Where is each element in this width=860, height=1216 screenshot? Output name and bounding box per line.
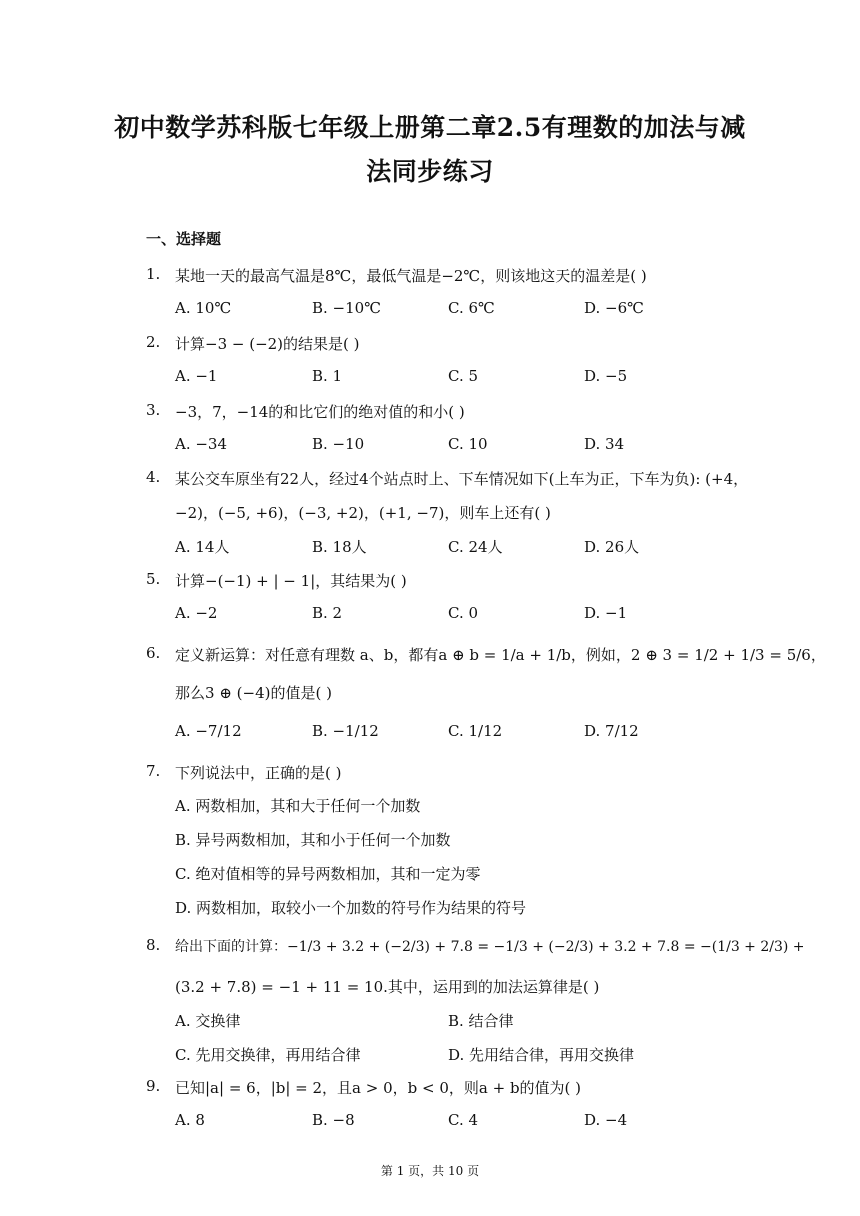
option-d: D. 7/12 bbox=[584, 722, 639, 740]
question-number: 5. bbox=[146, 570, 161, 588]
question-stem: −3，7，−14的和比它们的绝对值的和小( ) bbox=[175, 403, 465, 421]
option-b: B. −10 bbox=[312, 435, 365, 453]
question-stem: 定义新运算：对任意有理数 a、b，都有a ⊕ b = 1/a + 1/b，例如，2 ⊕ 3 = 1/2 + 1/3 = 5/6， bbox=[175, 646, 826, 664]
question-stem: 给出下面的计算：−1/3 + 3.2 + (−2/3) + 7.8 = −1/3 + (−2/3) + 3.2 + 7.8 = −(1/3 + 2/3) + bbox=[175, 939, 805, 955]
option-d: D. 先用结合律，再用交换律 bbox=[448, 1046, 635, 1064]
option-d: D. 两数相加，取较小一个加数的符号作为结果的符号 bbox=[175, 899, 527, 917]
option-b: B. 结合律 bbox=[448, 1012, 514, 1030]
question-number: 8. bbox=[146, 936, 161, 954]
question-number: 7. bbox=[146, 762, 161, 780]
question-number: 6. bbox=[146, 644, 161, 662]
option-d: D. −4 bbox=[584, 1111, 628, 1129]
question-stem-continued: (3.2 + 7.8) = −1 + 11 = 10.其中，运用到的加法运算律是( ) bbox=[175, 978, 600, 996]
option-a: A. 10℃ bbox=[175, 299, 232, 317]
option-c: C. 5 bbox=[448, 367, 479, 385]
option-a: A. 交换律 bbox=[175, 1012, 241, 1030]
question-stem: 下列说法中，正确的是( ) bbox=[175, 764, 342, 782]
option-b: B. −10℃ bbox=[312, 299, 381, 317]
question-stem: 某公交车原坐有22人，经过4个站点时上、下车情况如下(上车为正，下车为负): (+4， bbox=[175, 470, 749, 488]
question-stem: 计算−(−1) + | − 1|，其结果为( ) bbox=[175, 572, 407, 590]
option-b: B. −8 bbox=[312, 1111, 355, 1129]
option-b: B. 1 bbox=[312, 367, 343, 385]
question-stem: 计算−3 − (−2)的结果是( ) bbox=[175, 335, 360, 353]
question-stem: 已知|a| = 6，|b| = 2，且a > 0，b < 0，则a + b的值为( ) bbox=[175, 1079, 582, 1097]
option-a: A. 8 bbox=[175, 1111, 205, 1129]
option-c: C. 1/12 bbox=[448, 722, 503, 740]
section-heading: 一、选择题 bbox=[146, 230, 222, 248]
option-c: C. 先用交换律，再用结合律 bbox=[175, 1046, 361, 1064]
option-c: C. 10 bbox=[448, 435, 488, 453]
question-stem-continued: −2)，(−5, +6)，(−3, +2)，(+1, −7)，则车上还有( ) bbox=[175, 504, 551, 522]
option-a: A. −1 bbox=[175, 367, 218, 385]
option-c: C. 0 bbox=[448, 604, 479, 622]
option-c: C. 6℃ bbox=[448, 299, 495, 317]
option-b: B. 异号两数相加，其和小于任何一个加数 bbox=[175, 831, 451, 849]
option-c: C. 4 bbox=[448, 1111, 479, 1129]
question-number: 3. bbox=[146, 401, 161, 419]
page-footer: 第 1 页，共 10 页 bbox=[380, 1164, 480, 1178]
question-stem-continued: 那么3 ⊕ (−4)的值是( ) bbox=[175, 684, 332, 702]
option-d: D. −1 bbox=[584, 604, 628, 622]
option-d: D. 34 bbox=[584, 435, 625, 453]
question-number: 2. bbox=[146, 333, 161, 351]
option-b: B. −1/12 bbox=[312, 722, 379, 740]
option-c: C. 绝对值相等的异号两数相加，其和一定为零 bbox=[175, 865, 481, 883]
question-number: 9. bbox=[146, 1077, 161, 1095]
option-d: D. 26人 bbox=[584, 538, 640, 556]
question-stem: 某地一天的最高气温是8℃，最低气温是−2℃，则该地这天的温差是( ) bbox=[175, 267, 647, 285]
question-number: 4. bbox=[146, 468, 161, 486]
option-a: A. 两数相加，其和大于任何一个加数 bbox=[175, 797, 421, 815]
question-number: 1. bbox=[146, 265, 161, 283]
option-d: D. −5 bbox=[584, 367, 628, 385]
doc-title-line2: 法同步练习 bbox=[366, 157, 494, 186]
option-d: D. −6℃ bbox=[584, 299, 644, 317]
option-b: B. 18人 bbox=[312, 538, 367, 556]
option-a: A. −2 bbox=[175, 604, 218, 622]
option-a: A. −34 bbox=[175, 435, 228, 453]
doc-title-line1: 初中数学苏科版七年级上册第二章2.5有理数的加法与减 bbox=[114, 113, 746, 142]
option-b: B. 2 bbox=[312, 604, 343, 622]
option-a: A. 14人 bbox=[175, 538, 230, 556]
option-c: C. 24人 bbox=[448, 538, 503, 556]
option-a: A. −7/12 bbox=[175, 722, 242, 740]
